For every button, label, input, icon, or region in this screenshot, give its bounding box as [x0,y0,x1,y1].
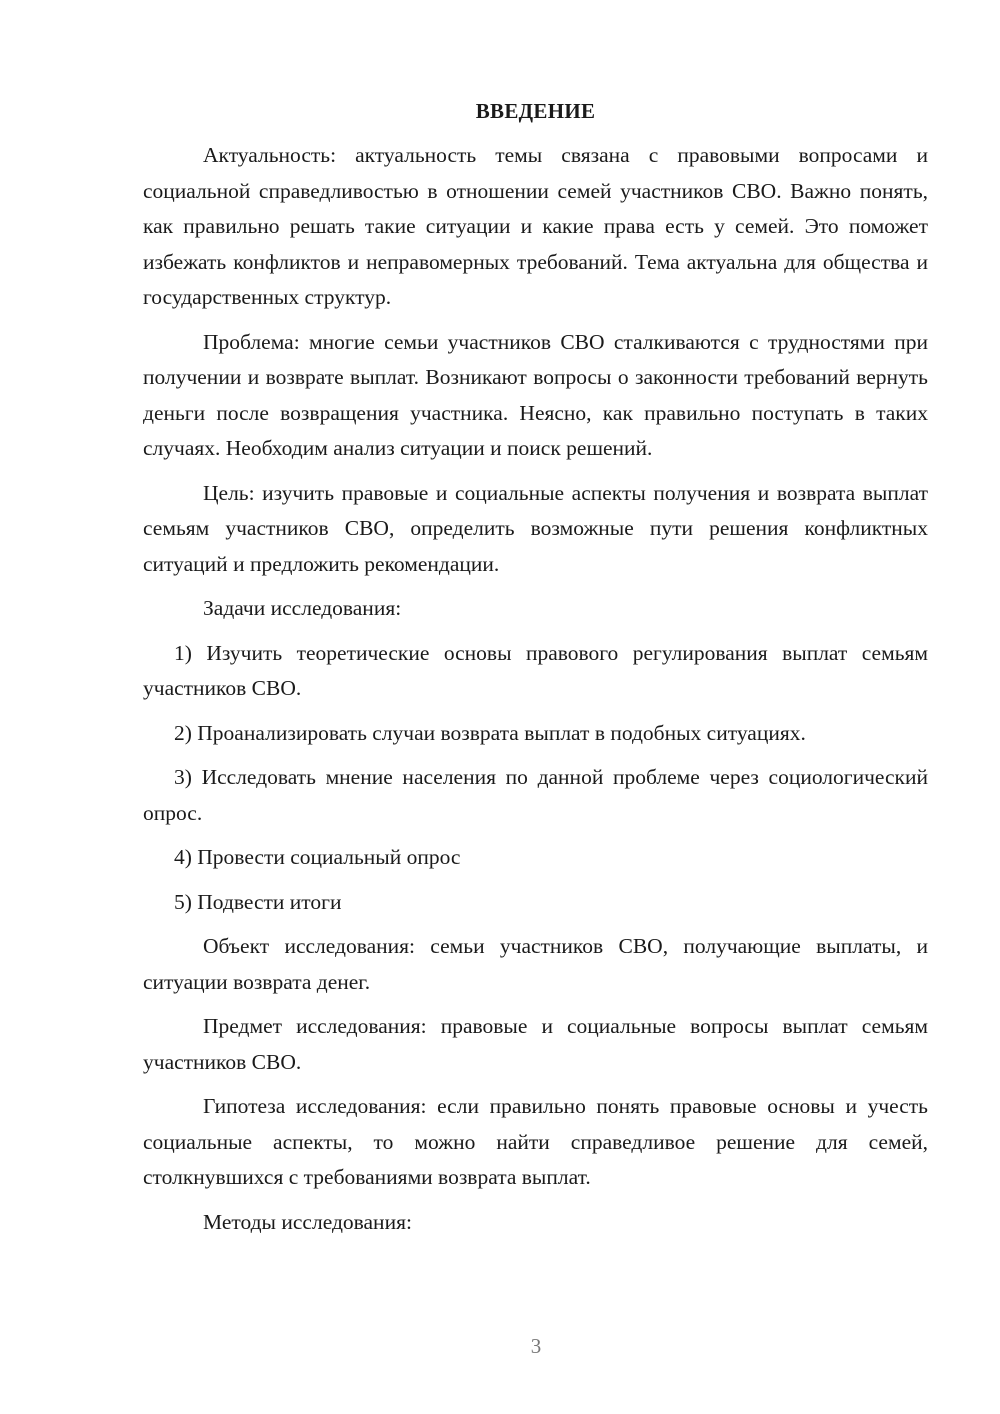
paragraph-subject: Предмет исследования: правовые и социальные вопросы выплат семьям участников СВО. [143,1014,928,1074]
paragraph-relevance: Актуальность: актуальность темы связана с правовыми вопросами и социальной справедливостью в отношении семей участников СВО. Важно понять, как правильно решать такие ситуации и какие права есть у семей. Это поможет избежать конфликтов и неправомерных требований. Тема актуальна для общества и государственных структур. [143,143,928,309]
paragraph-problem: Проблема: многие семьи участников СВО сталкиваются с трудностями при получении и возврате выплат. Возникают вопросы о законности требований вернуть деньги после возвращения участника. Неясно, как правильно поступать в таких случаях. Необходим анализ ситуации и поиск решений. [143,329,928,460]
task-item-3: 3) Исследовать мнение населения по данной проблеме через социологический опрос. [143,765,928,825]
task-item-4: 4) Провести социальный опрос [174,845,461,869]
paragraph-tasks-heading: Задачи исследования: [203,596,402,620]
document-page [143,96,928,1249]
paragraph-goal: Цель: изучить правовые и социальные аспекты получения и возврата выплат семьям участников СВО, определить возможные пути решения конфликтных ситуаций и предложить рекомендации. [143,480,928,576]
paragraph-methods: Методы исследования: [203,1209,412,1234]
task-item-1: 1) Изучить теоретические основы правового регулирования выплат семьям участников СВО. [143,640,928,700]
task-item-2: 2) Проанализировать случаи возврата выплат в подобных ситуациях. [174,720,806,745]
paragraph-object: Объект исследования: семьи участников СВО, получающие выплаты, и ситуации возврата денег. [143,934,928,994]
paragraph-hypothesis: Гипотеза исследования: если правильно понять правовые основы и учесть социальные аспекты, то можно найти справедливое решение для семей, столкнувшихся с требованиями возврата выплат. [143,1094,928,1189]
page-number: 3 [530,1334,542,1358]
task-item-5: 5) Подвести итоги [174,889,342,914]
page-title: ВВЕДЕНИЕ [475,99,596,123]
